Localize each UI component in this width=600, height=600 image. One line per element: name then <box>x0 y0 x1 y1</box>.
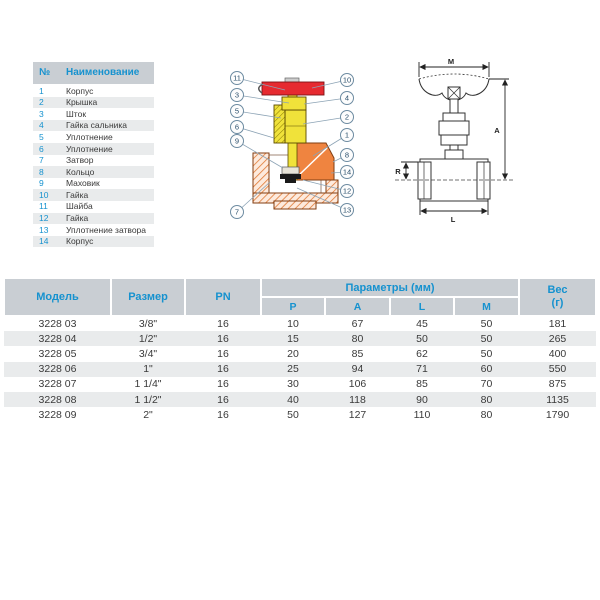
dim-label-r: R <box>395 167 401 176</box>
part-number: 4 <box>39 120 44 131</box>
part-number: 13 <box>39 224 49 235</box>
part-number: 12 <box>39 213 49 224</box>
spec-cell-model: 3228 07 <box>38 378 77 391</box>
spec-cell-a: 94 <box>351 363 364 376</box>
spec-cell-p: 20 <box>287 347 299 360</box>
part-name: Шток <box>66 108 87 119</box>
spec-cell-weight: 550 <box>548 363 567 376</box>
spec-header-row-1 <box>4 278 596 297</box>
spec-cell-pn: 16 <box>217 363 229 376</box>
part-number: 2 <box>39 97 44 108</box>
spec-cell-p: 25 <box>287 363 299 376</box>
callout-2 <box>303 111 354 125</box>
svg-text:14: 14 <box>342 167 352 177</box>
spec-cell-m: 80 <box>480 408 493 421</box>
svg-text:5: 5 <box>234 106 240 116</box>
part-number: 11 <box>39 201 48 212</box>
spec-header-l: L <box>390 297 454 316</box>
spec-table-row <box>4 377 596 392</box>
spec-cell-size: 1" <box>143 363 153 376</box>
part-name: Затвор <box>66 155 94 166</box>
spec-cell-model: 3228 08 <box>38 393 77 406</box>
spec-cell-model: 3228 06 <box>38 363 77 376</box>
spec-cell-weight: 1790 <box>545 408 570 421</box>
parts-table-header-row <box>33 62 154 85</box>
dim-label-l: L <box>450 215 456 224</box>
spec-cell-size: 1 1/2" <box>134 393 162 406</box>
spec-cell-l: 45 <box>416 317 428 330</box>
spec-table-body <box>4 316 596 422</box>
svg-text:11: 11 <box>233 73 241 83</box>
spec-cell-weight: 875 <box>548 378 567 391</box>
spec-cell-p: 10 <box>287 317 299 330</box>
dim-label-a: A <box>494 126 500 135</box>
parts-table <box>33 62 154 247</box>
spec-cell-model: 3228 09 <box>38 408 77 421</box>
part-number: 5 <box>39 131 44 142</box>
spec-cell-pn: 16 <box>217 393 229 406</box>
callout-8 <box>333 149 354 163</box>
spec-cell-weight: 265 <box>548 332 567 345</box>
svg-text:9: 9 <box>234 136 240 146</box>
spec-header-weight-line2: (г) <box>551 297 564 309</box>
svg-text:2: 2 <box>344 112 350 122</box>
spec-cell-a: 127 <box>348 408 367 421</box>
spec-cell-m: 50 <box>480 332 493 345</box>
spec-cell-l: 85 <box>416 378 428 391</box>
parts-header-name: Наименование <box>64 62 154 85</box>
spec-cell-pn: 16 <box>217 347 229 360</box>
spec-cell-m: 80 <box>480 393 493 406</box>
parts-table-row <box>33 166 154 178</box>
valve-bonnet <box>274 97 306 143</box>
svg-text:12: 12 <box>342 186 352 196</box>
valve-cross-section-diagram <box>222 55 372 230</box>
parts-table-row <box>33 85 154 97</box>
spec-cell-size: 2" <box>143 408 153 421</box>
part-number: 3 <box>39 108 44 119</box>
spec-cell-p: 15 <box>287 332 299 345</box>
spec-header-size: Размер <box>111 278 185 316</box>
parts-table-body <box>33 85 154 247</box>
svg-text:1: 1 <box>344 130 350 140</box>
spec-header-m: M <box>454 297 519 316</box>
spec-cell-a: 85 <box>351 347 364 360</box>
dim-label-m: M <box>447 57 455 66</box>
part-name: Корпус <box>66 86 94 97</box>
part-number: 14 <box>39 236 49 247</box>
part-number: 8 <box>39 166 44 177</box>
spec-table-row <box>4 331 596 346</box>
callout-5 <box>231 105 282 119</box>
svg-text:13: 13 <box>342 205 352 215</box>
spec-cell-a: 67 <box>351 317 364 330</box>
spec-header-model: Модель <box>4 278 111 316</box>
part-name: Маховик <box>66 178 100 189</box>
spec-cell-model: 3228 05 <box>38 347 77 360</box>
spec-cell-l: 71 <box>416 363 428 376</box>
spec-header-a: A <box>325 297 390 316</box>
part-number: 1 <box>39 86 44 97</box>
svg-text:7: 7 <box>234 207 240 217</box>
parts-table-row <box>33 97 154 109</box>
spec-header-p: P <box>261 297 325 316</box>
spec-cell-l: 62 <box>416 347 428 360</box>
spec-cell-l: 90 <box>416 393 428 406</box>
spec-header-weight <box>519 278 596 316</box>
spec-cell-p: 30 <box>287 378 299 391</box>
part-number: 7 <box>39 155 44 166</box>
spec-cell-m: 50 <box>480 317 493 330</box>
part-number: 10 <box>39 189 49 200</box>
spec-cell-pn: 16 <box>217 408 229 421</box>
parts-table-row <box>33 189 154 201</box>
svg-text:10: 10 <box>342 75 352 85</box>
spec-table-row <box>4 392 596 407</box>
spec-cell-a: 80 <box>351 332 364 345</box>
parts-table-row <box>33 213 154 225</box>
part-name: Уплотнение <box>66 143 113 154</box>
spec-cell-pn: 16 <box>217 317 229 330</box>
spec-table <box>4 278 596 422</box>
spec-table-row <box>4 407 596 422</box>
spec-cell-weight: 181 <box>548 317 567 330</box>
svg-text:4: 4 <box>344 93 350 103</box>
parts-table-row <box>33 201 154 213</box>
spec-cell-p: 40 <box>287 393 299 406</box>
part-name: Уплотнение затвора <box>66 224 146 235</box>
part-name: Шайба <box>66 201 93 212</box>
parts-table-row <box>33 120 154 132</box>
part-name: Корпус <box>66 236 94 247</box>
spec-cell-size: 1/2" <box>138 332 158 345</box>
spec-header-params-group: Параметры (мм) <box>261 278 519 297</box>
spec-cell-l: 110 <box>413 408 431 421</box>
spec-cell-a: 118 <box>349 393 366 406</box>
parts-table-row <box>33 143 154 155</box>
spec-cell-pn: 16 <box>217 332 229 345</box>
spec-cell-model: 3228 04 <box>38 332 77 345</box>
parts-header-num: № <box>33 62 64 85</box>
spec-cell-m: 60 <box>480 363 493 376</box>
spec-cell-model: 3228 03 <box>38 317 77 330</box>
svg-text:3: 3 <box>234 90 240 100</box>
spec-table-row <box>4 362 596 377</box>
spec-cell-pn: 16 <box>217 378 229 391</box>
part-number: 9 <box>39 178 44 189</box>
parts-table-row <box>33 178 154 190</box>
part-name: Крышка <box>66 97 98 108</box>
handwheel-outline <box>419 74 489 101</box>
part-name: Кольцо <box>66 166 95 177</box>
part-name: Гайка <box>66 189 89 200</box>
spec-cell-a: 106 <box>348 378 367 391</box>
stem-bonnet-outline <box>439 99 469 159</box>
spec-cell-l: 50 <box>416 332 428 345</box>
dimension-drawing <box>393 55 515 225</box>
part-number: 6 <box>39 143 44 154</box>
parts-table-row <box>33 131 154 143</box>
spec-cell-p: 50 <box>287 408 299 421</box>
spec-header-weight-line1: Вес <box>547 284 568 297</box>
spec-cell-m: 50 <box>480 347 493 360</box>
spec-cell-weight: 1135 <box>546 393 569 406</box>
parts-table-row <box>33 108 154 120</box>
valve-handle <box>259 78 324 95</box>
spec-header-pn: PN <box>185 278 261 316</box>
svg-text:6: 6 <box>234 122 240 132</box>
spec-cell-weight: 400 <box>548 347 567 360</box>
parts-table-row <box>33 236 154 248</box>
part-name: Уплотнение <box>66 131 113 142</box>
spec-cell-m: 70 <box>480 378 493 391</box>
spec-table-row <box>4 316 596 331</box>
spec-cell-size: 3/4" <box>138 347 158 360</box>
parts-table-row <box>33 224 154 236</box>
part-name: Гайка сальника <box>66 120 128 131</box>
svg-text:8: 8 <box>344 150 350 160</box>
spec-table-row <box>4 346 596 361</box>
parts-table-row <box>33 155 154 167</box>
spec-cell-size: 1 1/4" <box>134 378 162 391</box>
part-name: Гайка <box>66 213 89 224</box>
spec-cell-size: 3/8" <box>138 317 158 330</box>
